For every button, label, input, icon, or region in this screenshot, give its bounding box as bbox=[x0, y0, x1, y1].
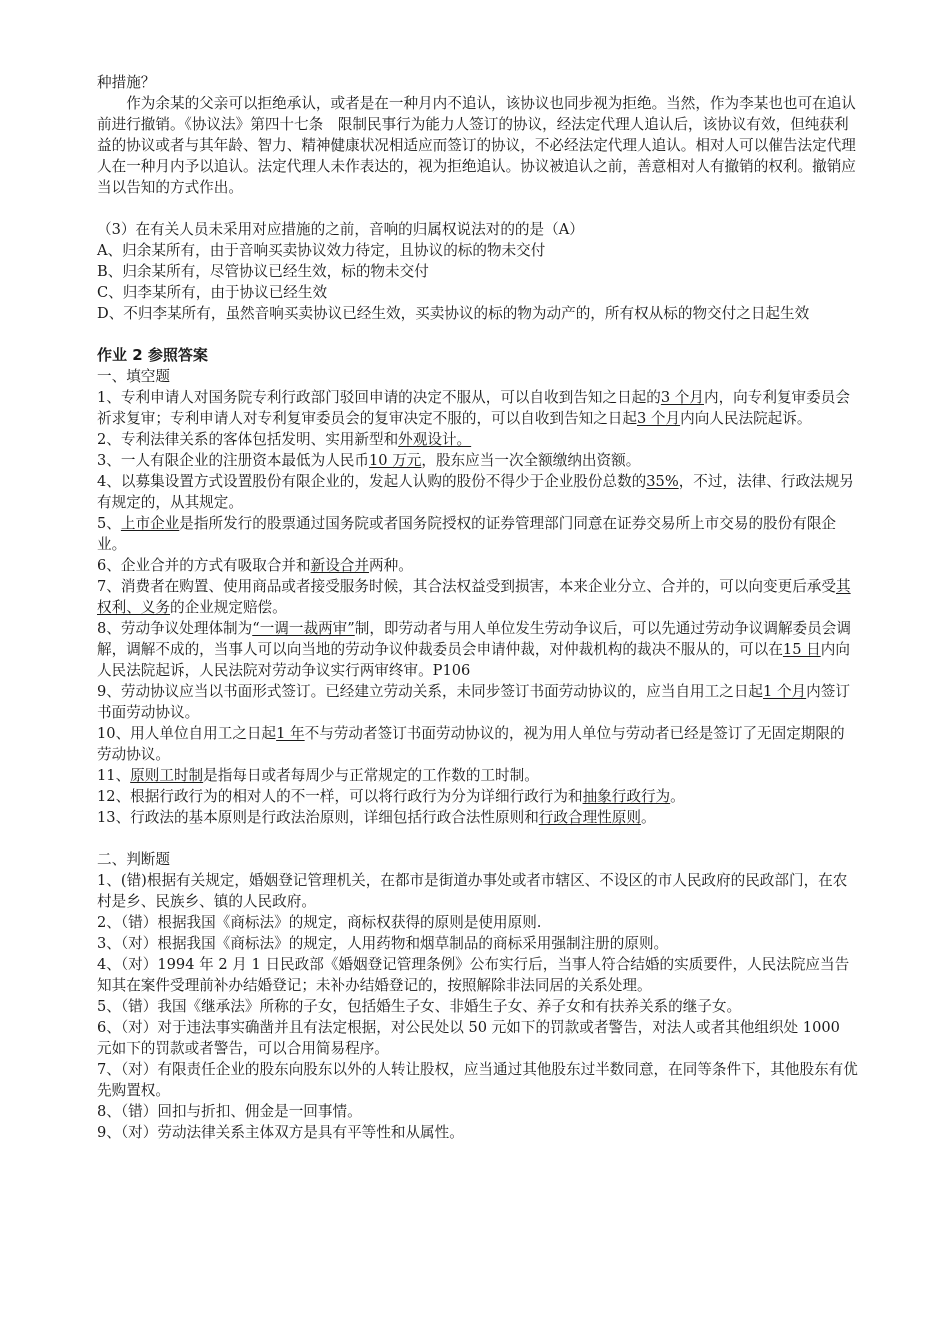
answer-blank: 行政合理性原则 bbox=[538, 809, 641, 826]
homework-2-title: 作业 2 参照答案 bbox=[97, 346, 208, 364]
answer-blank: 抽象行政行为 bbox=[582, 788, 671, 805]
answer-blank: 15 日 bbox=[782, 641, 821, 658]
fill-item-8: 8、劳动争议处理体制为“一调一裁两审”制，即劳动者与用人单位发生劳动争议后，可以先通过劳动争议调解委员会调解，调解不成的，当事人可以向当地的劳动争议仲裁委员会申请仲裁，对仲裁机构的裁决不服从的，可以在15 日内向人民法院起诉，人民法院对劳动争议实行两审终审。P106 bbox=[97, 620, 851, 679]
judgement-item-4: 4、（对）1994 年 2 月 1 日民政部《婚姻登记管理条例》公布实行后，当事人符合结婚的实质要件，人民法院应当告知其在案件受理前补办结婚登记；未补办结婚登记的，按照解除非法同居的关系处理。 bbox=[97, 956, 850, 994]
judgement-item-7: 7、（对）有限责任企业的股东向股东以外的人转让股权，应当通过其他股东过半数同意，在同等条件下，其他股东有优先购置权。 bbox=[97, 1061, 858, 1099]
fill-item-13: 13、行政法的基本原则是行政法治原则，详细包括行政合法性原则和行政合理性原则。 bbox=[97, 809, 656, 826]
answer-blank: 上市企业 bbox=[120, 515, 180, 532]
fill-item-5: 5、上市企业是指所发行的股票通过国务院或者国务院授权的证券管理部门同意在证券交易所上市交易的股份有限企业。 bbox=[97, 515, 837, 553]
fill-item-1: 1、专利申请人对国务院专利行政部门驳回申请的决定不服从，可以自收到告知之日起的3 个月内，向专利复审委员会祈求复审；专利申请人对专利复审委员会的复审决定不服的，可以自收到告知之日起3 个月内向人民法院起诉。 bbox=[97, 389, 850, 427]
fill-item-12: 12、根据行政行为的相对人的不一样，可以将行政行为分为详细行政行为和抽象行政行为。 bbox=[97, 788, 685, 805]
fill-item-7: 7、消费者在购置、使用商品或者接受服务时候，其合法权益受到损害，本来企业分立、合并的，可以向变更后承受其权利、义务的企业规定赔偿。 bbox=[97, 578, 851, 616]
judgement-item-5: 5、（错）我国《继承法》所称的子女，包括婚生子女、非婚生子女、养子女和有扶养关系的继子女。 bbox=[97, 998, 742, 1015]
answer-blank: 其权利、义务 bbox=[97, 578, 851, 616]
answer-blank: 1 年 bbox=[276, 725, 305, 742]
question-3-option-c: C、归李某所有，由于协议已经生效 bbox=[97, 284, 328, 301]
judgement-item-3: 3、（对）根据我国《商标法》的规定，人用药物和烟草制品的商标采用强制注册的原则。 bbox=[97, 935, 669, 952]
spacer bbox=[97, 198, 858, 219]
answer-blank: 10 万元 bbox=[368, 452, 422, 469]
answer-blank: “一调一裁两审” bbox=[252, 620, 355, 637]
judgement-item-8: 8、（错）回扣与折扣、佣金是一回事情。 bbox=[97, 1103, 362, 1120]
answer-blank: 1 个月 bbox=[763, 683, 807, 700]
fill-item-9: 9、劳动协议应当以书面形式签订。已经建立劳动关系，未同步签订书面劳动协议的，应当自用工之日起1 个月内签订书面劳动协议。 bbox=[97, 683, 850, 721]
spacer bbox=[97, 324, 858, 345]
judgement-section-title: 二、判断题 bbox=[97, 851, 170, 868]
fill-item-4: 4、以募集设置方式设置股份有限企业的，发起人认购的股份不得少于企业股份总数的35%，不过，法律、行政法规另有规定的，从其规定。 bbox=[97, 473, 854, 511]
judgement-item-9: 9、（对）劳动法律关系主体双方是具有平等性和从属性。 bbox=[97, 1124, 464, 1141]
judgement-item-6: 6、（对）对于违法事实确凿并且有法定根据，对公民处以 50 元如下的罚款或者警告，对法人或者其他组织处 1000 元如下的罚款或者警告，可以合用简易程序。 bbox=[97, 1019, 840, 1057]
answer-blank: 35% bbox=[646, 473, 679, 490]
judgement-item-1: 1、(错)根据有关规定，婚姻登记管理机关，在都市是街道办事处或者市辖区、不设区的市人民政府的民政部门，在农村是乡、民族乡、镇的人民政府。 bbox=[97, 872, 848, 910]
intro-line: 种措施？ bbox=[97, 74, 156, 91]
question-3-option-b: B、归余某所有，尽管协议已经生效，标的物未交付 bbox=[97, 263, 429, 280]
judgement-item-2: 2、（错）根据我国《商标法》的规定，商标权获得的原则是使用原则. bbox=[97, 914, 542, 931]
fill-item-10: 10、用人单位自用工之日起1 年不与劳动者签订书面劳动协议的，视为用人单位与劳动者已经是签订了无固定期限的劳动协议。 bbox=[97, 725, 845, 763]
answer-blank: 3 个月 bbox=[636, 410, 681, 427]
spacer bbox=[97, 828, 858, 849]
fill-item-3: 3、一人有限企业的注册资本最低为人民币10 万元，股东应当一次全额缴纳出资额。 bbox=[97, 452, 641, 469]
fill-item-2: 2、专利法律关系的客体包括发明、实用新型和外观设计。 bbox=[97, 431, 472, 448]
answer-blank: 外观设计。 bbox=[398, 431, 472, 448]
question-3-option-d: D、不归李某所有，虽然音响买卖协议已经生效，买卖协议的标的物为动产的，所有权从标的物交付之日起生效 bbox=[97, 305, 810, 322]
question-3-stem: （3）在有关人员未采用对应措施的之前，音响的归属权说法对的的是（A） bbox=[97, 221, 584, 238]
answer-blank: 新设合并 bbox=[310, 557, 369, 574]
answer-blank: 原则工时制 bbox=[130, 767, 204, 784]
answer-blank: 3 个月 bbox=[660, 389, 704, 406]
fill-in-section-title: 一、填空题 bbox=[97, 368, 170, 385]
question-3-option-a: A、归余某所有，由于音响买卖协议效力待定，且协议的标的物未交付 bbox=[97, 242, 546, 259]
fill-item-11: 11、原则工时制是指每日或者每周少与正常规定的工作数的工时制。 bbox=[97, 767, 539, 784]
intro-paragraph: 作为余某的父亲可以拒绝承认，或者是在一种月内不追认，该协议也同步视为拒绝。当然，作为李某也也可在追认前进行撤销。《协议法》第四十七条 限制民事行为能力人签订的协议，经法定代理人追认后，该协议有效，但纯获利益的协议或者与其年龄、智力、精神健康状况相适应而签订的协议，不必经法定代理人追认。相对人可以催告法定代理人在一种月内予以追认。法定代理人未作表达的，视为拒绝追认。协议被追认之前，善意相对人有撤销的权利。撤销应当以告知的方式作出。 bbox=[97, 95, 856, 196]
fill-item-6: 6、企业合并的方式有吸取合并和新设合并两种。 bbox=[97, 557, 413, 574]
